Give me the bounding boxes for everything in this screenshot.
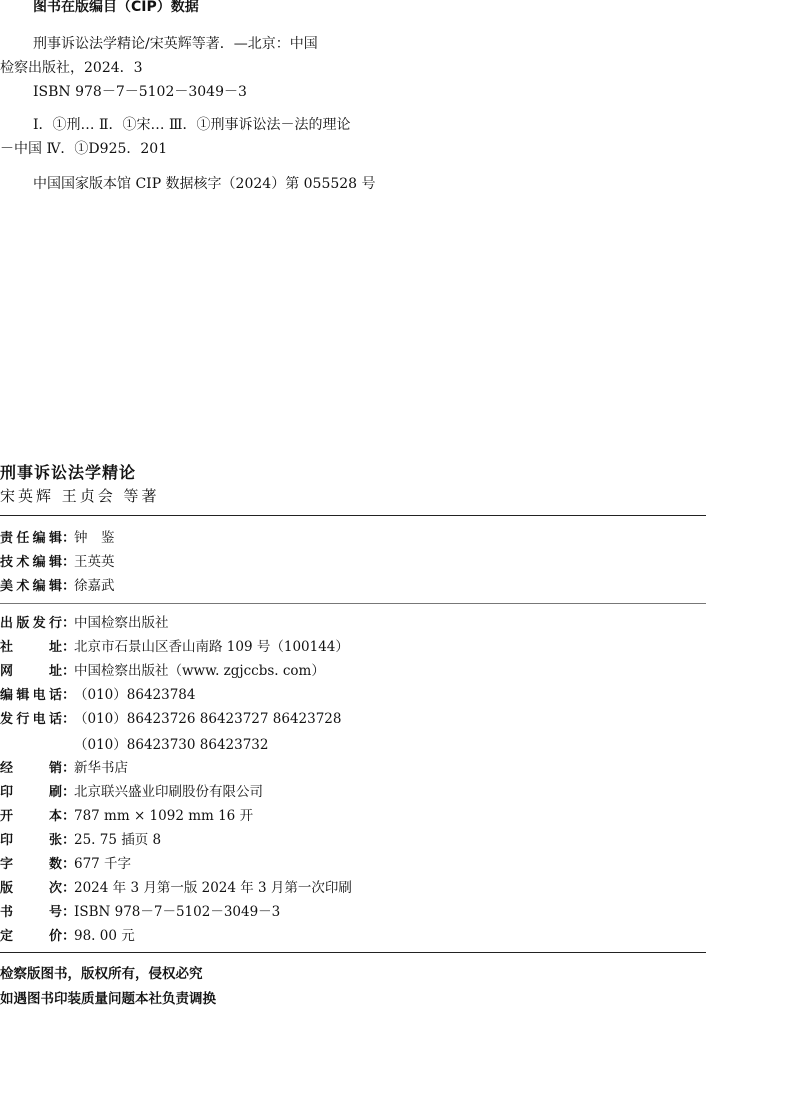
spec-value: 新华书店 (74, 760, 128, 776)
spec-row-format: 开 本 ： 787 mm × 1092 mm 16 开 (0, 803, 253, 825)
pub-value: （010）86423784 (74, 687, 196, 703)
cip-line-4: Ⅰ．①刑… Ⅱ．①宋… Ⅲ．①刑事诉讼法－法的理论 (33, 117, 351, 133)
editor-label: 技术编辑 (0, 554, 62, 570)
spec-row-distributor: 经 销 ： 新华书店 (0, 755, 128, 777)
spec-label: 字 数 (0, 856, 62, 872)
pub-row-editorial-phone: 编辑电话 ： （010）86423784 (0, 682, 195, 704)
spec-value: 25. 75 插页 8 (74, 832, 162, 848)
pub-label: 编辑电话 (0, 687, 62, 703)
editor-label: 美术编辑 (0, 578, 62, 594)
spec-label: 开 本 (0, 808, 62, 824)
quality-notice: 如遇图书印装质量问题本社负责调换 (0, 991, 216, 1007)
spec-label: 书 号 (0, 904, 62, 920)
editor-label: 责任编辑 (0, 530, 62, 546)
pub-row-address: 社 址 ： 北京市石景山区香山南路 109 号（100144） (0, 634, 349, 656)
pub-value: （010）86423726 86423727 86423728 (74, 711, 342, 727)
pub-label: 发行电话 (0, 711, 62, 727)
pub-value: 北京市石景山区香山南路 109 号（100144） (74, 639, 349, 655)
spec-row-word-count: 字 数 ： 677 千字 (0, 851, 131, 873)
cip-line-5: －中国 Ⅳ．①D925．201 (0, 141, 168, 157)
pub-label: 出版发行 (0, 615, 62, 631)
book-authors: 宋英辉 王贞会 等著 (0, 487, 160, 505)
editor-value: 王英英 (74, 554, 115, 570)
pub-sales-phone-cont: （010）86423730 86423732 (74, 737, 269, 753)
spec-value: 北京联兴盛业印刷股份有限公司 (74, 784, 263, 800)
editor-value: 钟 鉴 (74, 530, 115, 546)
spec-label: 经 销 (0, 760, 62, 776)
pub-row-website: 网 址 ： 中国检察出版社（www. zgjccbs. com） (0, 658, 325, 680)
divider-middle (0, 603, 706, 604)
spec-label: 印 刷 (0, 784, 62, 800)
pub-value: 中国检察出版社 (74, 615, 169, 631)
cip-heading: 图书在版编目（CIP）数据 (33, 0, 199, 15)
spec-row-sheets: 印 张 ： 25. 75 插页 8 (0, 827, 161, 849)
spec-row-edition: 版 次 ： 2024 年 3 月第一版 2024 年 3 月第一次印刷 (0, 875, 352, 897)
spec-value: ISBN 978－7－5102－3049－3 (74, 904, 281, 920)
spec-label: 定 价 (0, 928, 62, 944)
cip-line-3: ISBN 978－7－5102－3049－3 (33, 84, 247, 100)
divider-bottom (0, 952, 706, 953)
pub-row-sales-phone: 发行电话 ： （010）86423726 86423727 86423728 (0, 706, 342, 728)
book-title: 刑事诉讼法学精论 (0, 463, 137, 482)
copyright-notice: 检察版图书，版权所有，侵权必究 (0, 966, 203, 982)
cip-line-6: 中国国家版本馆 CIP 数据核字（2024）第 055528 号 (33, 176, 376, 192)
editor-row-technical: 技术编辑 ： 王英英 (0, 549, 115, 571)
cip-line-1: 刑事诉讼法学精论/宋英辉等著．—北京：中国 (33, 36, 318, 52)
pub-row-publisher: 出版发行 ： 中国检察出版社 (0, 610, 169, 632)
editor-row-responsible: 责任编辑 ： 钟 鉴 (0, 525, 115, 547)
spec-row-price: 定 价 ： 98. 00 元 (0, 923, 135, 945)
editor-value: 徐嘉武 (74, 578, 115, 594)
spec-label: 印 张 (0, 832, 62, 848)
spec-row-printer: 印 刷 ： 北京联兴盛业印刷股份有限公司 (0, 779, 263, 801)
spec-label: 版 次 (0, 880, 62, 896)
spec-value: 677 千字 (74, 856, 132, 872)
spec-row-isbn: 书 号 ： ISBN 978－7－5102－3049－3 (0, 899, 280, 921)
pub-value: 中国检察出版社（www. zgjccbs. com） (74, 663, 325, 679)
spec-value: 787 mm × 1092 mm 16 开 (74, 808, 254, 824)
divider-top (0, 515, 706, 516)
pub-label: 社 址 (0, 639, 62, 655)
editor-row-art: 美术编辑 ： 徐嘉武 (0, 573, 115, 595)
cip-line-2: 检察出版社，2024．3 (0, 60, 143, 76)
spec-value: 2024 年 3 月第一版 2024 年 3 月第一次印刷 (74, 880, 352, 896)
pub-label: 网 址 (0, 663, 62, 679)
spec-value: 98. 00 元 (74, 928, 135, 944)
